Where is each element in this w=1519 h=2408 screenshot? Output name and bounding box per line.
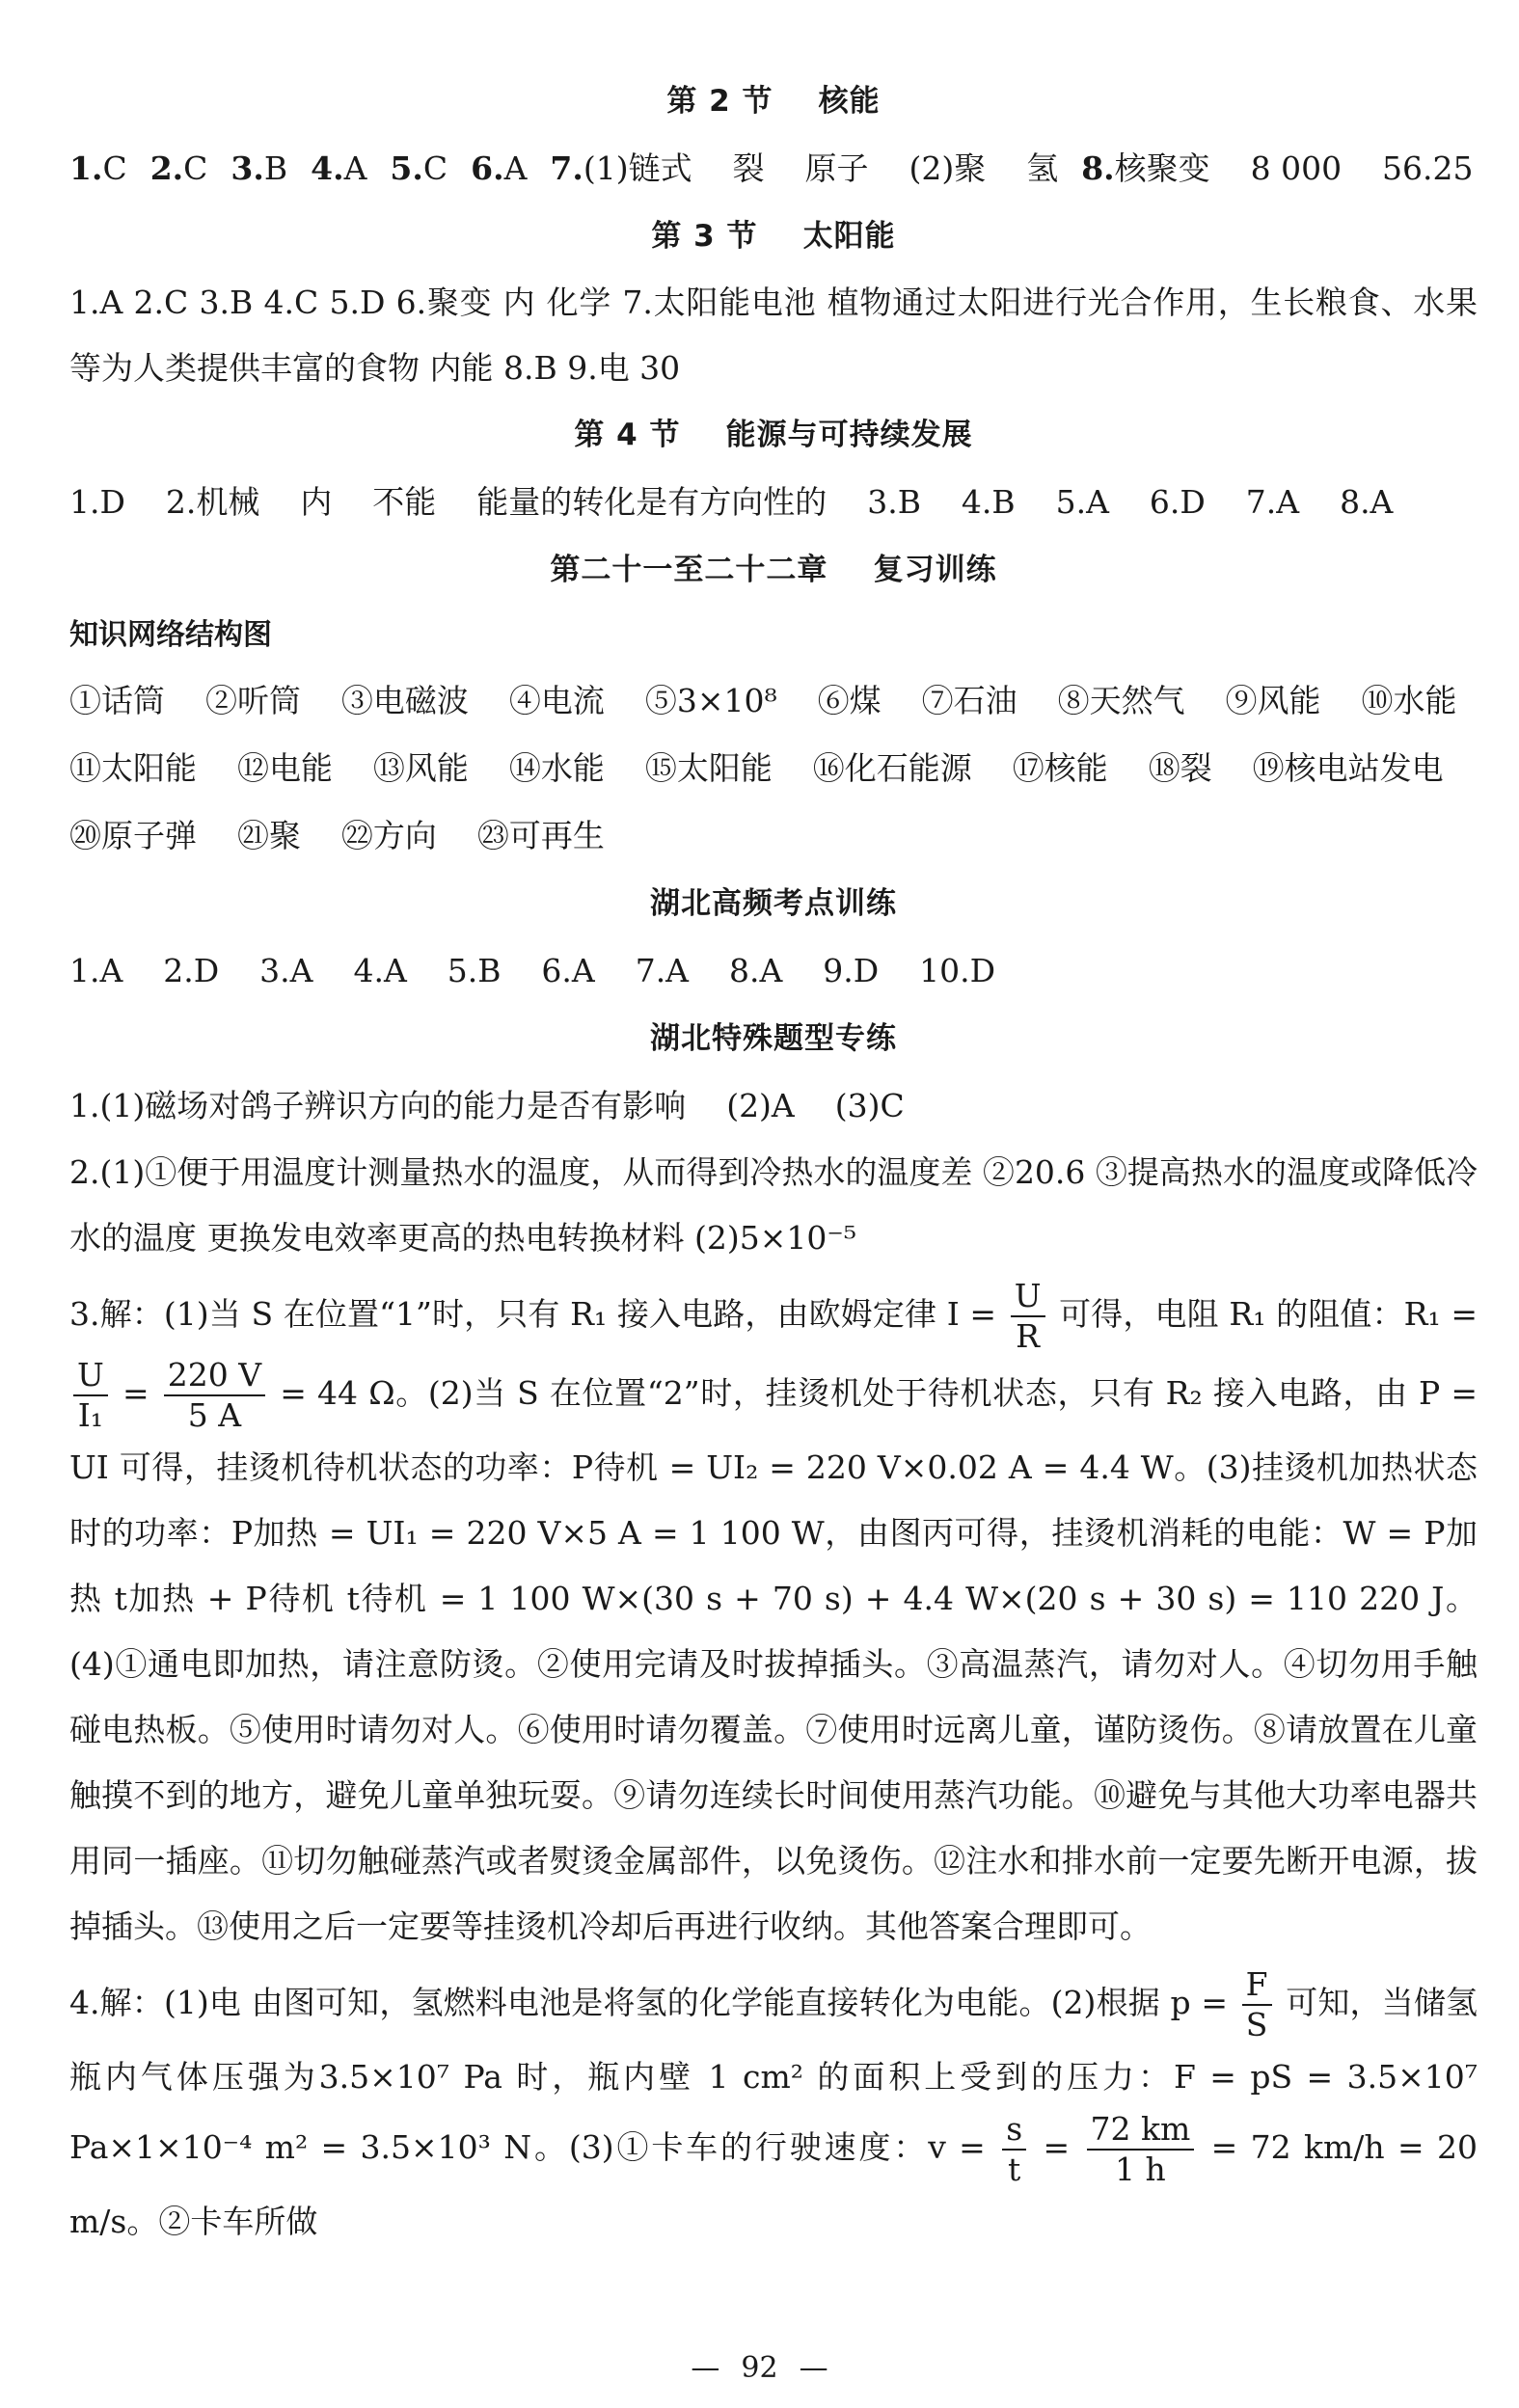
q4-fraction-values: $\frac{72 km}{1 h}$: [1087, 2110, 1195, 2189]
q3-formula-lhs: I =: [946, 1295, 997, 1333]
answer-number: 5.: [390, 149, 423, 187]
q3-text-a: 3.解：(1)当 S 在位置“1”时，只有 R₁ 接入电路，由欧姆定律: [69, 1295, 937, 1333]
q4-text-a: 4.解：(1)电 由图可知，氢燃料电池是将氢的化学能直接转化为电能。(2)根据 p =: [69, 1984, 1228, 2021]
q3-text-c: =: [122, 1374, 149, 1412]
answer-value: 核聚变 8 000 56.25: [1114, 149, 1474, 187]
special-q3: [69, 1277, 1478, 1960]
q3-text-b: 可得，电阻 R₁ 的阻值：R₁ =: [1059, 1295, 1478, 1333]
special-q2: 2.(1)①便于用温度计测量热水的温度，从而得到冷热水的温度差 ②20.6 ③提高热水的温度或降低冷水的温度 更换发电效率更高的热电转换材料 (2)5×10⁻⁵: [69, 1153, 1478, 1257]
nuclear-answers: [69, 135, 1478, 203]
answer-item: [231, 135, 287, 203]
answer-number: 6.: [471, 149, 504, 187]
answer-number: 7.: [550, 149, 583, 187]
q4-fraction-speed: $\frac{s}{t}$: [1002, 2110, 1026, 2189]
answer-value: C: [422, 149, 448, 187]
section-heading-hubei-special: 湖北特殊题型专练: [650, 1021, 897, 1056]
answer-number: 3.: [231, 149, 264, 187]
answer-item: [550, 135, 1058, 203]
network-title: 知识网络结构图: [69, 618, 272, 652]
answer-value: C: [183, 149, 208, 187]
answer-value: C: [102, 149, 127, 187]
section-heading-solar: 第 3 节 太阳能: [651, 219, 896, 254]
q4-text-c: =: [1043, 2128, 1071, 2166]
q3-text-d: = 44 Ω。(2)当 S 在位置“2”时，挂烫机处于待机状态，只有 R₂ 接入电路，由 P = UI 可得，挂烫机待机状态的功率：P待机 = UI₂ = 220 V×0.02 A = 4.4 W。(3)挂烫机加热状态时的功率：P加热 = UI₁ = 220 V×5 A = 1 100 W，由图丙可得，挂烫机消耗的电能：W = P加热 t加热 + P待机 t待机 = 1 100 W×(30 s + 70 s) + 4.4 W×(20 s + 30 s) = 110 220 J。(4)①通电即加热，请注意防烫。②使用完请及时拔掉插头。③高温蒸汽，请勿对人。④切勿用手触碰电热板。⑤使用时请勿对人。⑥使用时请勿覆盖。⑦使用时远离儿童，谨防烫伤。⑧请放置在儿童触摸不到的地方，避免儿童单独玩耍。⑨请勿连续长时间使用蒸汽功能。⑩避免与其他大功率电器共用同一插座。⑪切勿触碰蒸汽或者熨烫金属部件，以免烫伤。⑫注水和排水前一定要先断开电源，拔掉插头。⑬使用之后一定要等挂烫机冷却后再进行收纳。其他答案合理即可。: [69, 1374, 1478, 1945]
answer-page: [69, 68, 1478, 2255]
answer-item: [69, 135, 127, 203]
page-number-value: 92: [741, 2351, 778, 2385]
answer-number: 8.: [1081, 149, 1115, 187]
q4-text-d: = 72 km/h = 20 m/s。②卡车所做: [69, 2128, 1478, 2240]
solar-answers: 1.A 2.C 3.B 4.C 5.D 6.聚变 内 化学 7.太阳能电池 植物通过太阳进行光合作用，生长粮食、水果等为人类提供丰富的食物 内能 8.B 9.电 30: [69, 284, 1478, 387]
network-line-3: ⑳原子弹 ㉑聚 ㉒方向 ㉓可再生: [69, 817, 605, 854]
page-dash-left: —: [691, 2351, 720, 2385]
answer-number: 4.: [311, 149, 344, 187]
section-heading-review: 第二十一至二十二章 复习训练: [550, 553, 997, 587]
answer-item: [471, 135, 527, 203]
answer-item: [311, 135, 366, 203]
special-q1: 1.(1)磁场对鸽子辨识方向的能力是否有影响 (2)A (3)C: [69, 1087, 905, 1124]
answer-number: 2.: [149, 149, 184, 187]
page-number: [0, 2351, 1519, 2385]
answer-value: A: [343, 149, 367, 187]
answer-item: [150, 135, 208, 203]
hubei-frequent-answers: 1.A 2.D 3.A 4.A 5.B 6.A 7.A 8.A 9.D 10.D: [69, 952, 996, 989]
network-line-2: ⑪太阳能 ⑫电能 ⑬风能 ⑭水能 ⑮太阳能 ⑯化石能源 ⑰核能 ⑱裂 ⑲核电站发电: [69, 749, 1444, 787]
section-heading-nuclear: 第 2 节 核能: [666, 84, 881, 119]
answer-value: (1)链式 裂 原子 (2)聚 氢: [583, 149, 1059, 187]
q4-fraction-pressure: $\frac{F}{S}$: [1242, 1965, 1272, 2044]
q3-fraction-resistance: $\frac{U}{\text{I₁}}$: [73, 1356, 108, 1435]
answer-item: [1081, 135, 1473, 203]
answer-value: A: [503, 149, 528, 187]
network-line-1: ①话筒 ②听筒 ③电磁波 ④电流 ⑤3×10⁸ ⑥煤 ⑦石油 ⑧天然气 ⑨风能 ⑩水能: [69, 682, 1457, 719]
special-q4: [69, 1965, 1478, 2255]
q3-fraction-ohm: $\frac{U}{R}$: [1011, 1277, 1045, 1356]
page-dash-right: —: [799, 2351, 828, 2385]
q3-fraction-values: $\frac{220 V}{5 A}$: [164, 1356, 265, 1435]
section-heading-hubei-frequent: 湖北高频考点训练: [650, 886, 897, 921]
answer-number: 1.: [69, 149, 103, 187]
sustainable-answers: 1.D 2.机械 内 不能 能量的转化是有方向性的 3.B 4.B 5.A 6.D 7.A 8.A: [69, 483, 1394, 521]
section-heading-sustainable: 第 4 节 能源与可持续发展: [574, 418, 973, 452]
answer-value: B: [263, 149, 288, 187]
q4-text-b: 可知，当储氢瓶内气体压强为3.5×10⁷ Pa 时，瓶内壁 1 cm² 的面积上受到的压力：F = pS = 3.5×10⁷ Pa×1×10⁻⁴ m² = 3.5×10³ N。(3)①卡车的行驶速度：v =: [69, 1984, 1478, 2166]
answer-item: [390, 135, 448, 203]
